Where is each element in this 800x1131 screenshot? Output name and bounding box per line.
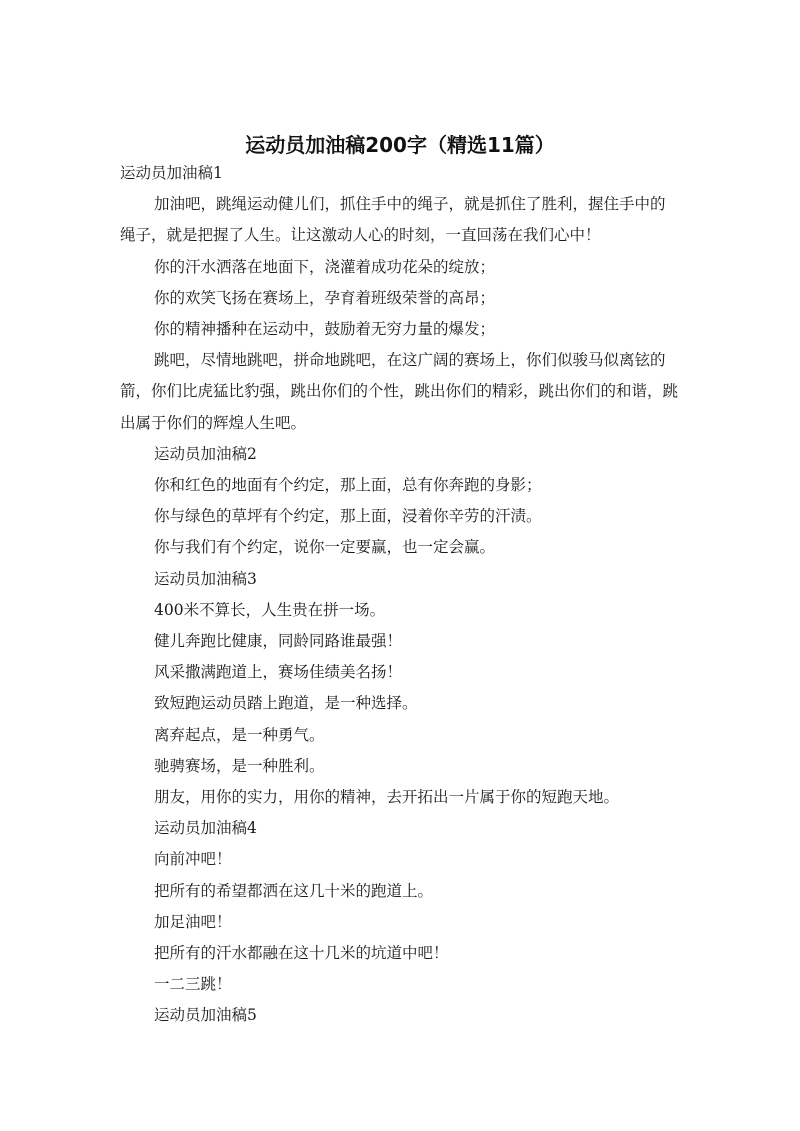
paragraph: 驰骋赛场，是一种胜利。: [154, 756, 325, 775]
paragraph: 加足油吧！: [154, 912, 232, 931]
paragraph: 加油吧，跳绳运动健儿们，抓住手中的绳子，就是抓住了胜利，握住手中的绳子，就是把握了人生。让这激动人心的时刻，一直回荡在我们心中！: [120, 195, 666, 245]
paragraph: 风采撒满跑道上，赛场佳绩美名扬！: [154, 663, 403, 682]
paragraph: 你和红色的地面有个约定，那上面，总有你奔跑的身影；: [154, 476, 542, 495]
paragraph: 你的精神播种在运动中，鼓励着无穷力量的爆发；: [154, 320, 496, 339]
paragraph: 你与我们有个约定，说你一定要赢，也一定会赢。: [154, 538, 496, 557]
paragraph: 运动员加油稿5: [154, 1006, 257, 1025]
paragraph: 朋友，用你的实力，用你的精神，去开拓出一片属于你的短跑天地。: [154, 788, 620, 807]
paragraph: 把所有的汗水都融在这十几米的坑道中吧！: [154, 944, 449, 963]
paragraph: 400米不算长，人生贵在拼一场。: [154, 600, 386, 619]
paragraph: 你的欢笑飞扬在赛场上，孕育着班级荣誉的高昂；: [154, 288, 496, 307]
paragraph: 运动员加油稿2: [154, 444, 257, 463]
paragraph: 运动员加油稿1: [120, 164, 223, 182]
document-title: 运动员加油稿200字（精选11篇）: [245, 133, 555, 158]
paragraph: 向前冲吧！: [154, 850, 232, 869]
paragraph: 你的汗水洒落在地面下，浇灌着成功花朵的绽放；: [154, 257, 496, 276]
paragraph: 你与绿色的草坪有个约定，那上面，浸着你辛劳的汗渍。: [154, 507, 542, 526]
paragraph: 离弃起点，是一种勇气。: [154, 725, 325, 744]
paragraph: 一二三跳！: [154, 975, 232, 994]
paragraph: 跳吧，尽情地跳吧，拼命地跳吧，在这广阔的赛场上，你们似骏马似离铉的箭，你们比虎猛比豹强，跳出你们的个性，跳出你们的精彩，跳出你们的和谐，跳出属于你们的辉煌人生吧。: [120, 351, 679, 432]
document-body: [120, 158, 678, 1032]
paragraph: 运动员加油稿4: [154, 819, 257, 838]
paragraph: 运动员加油稿3: [154, 569, 257, 588]
paragraph: 把所有的希望都洒在这几十米的跑道上。: [154, 881, 434, 900]
paragraph: 健儿奔跑比健康，同龄同路谁最强！: [154, 632, 403, 651]
paragraph: 致短跑运动员踏上跑道，是一种选择。: [154, 694, 418, 713]
